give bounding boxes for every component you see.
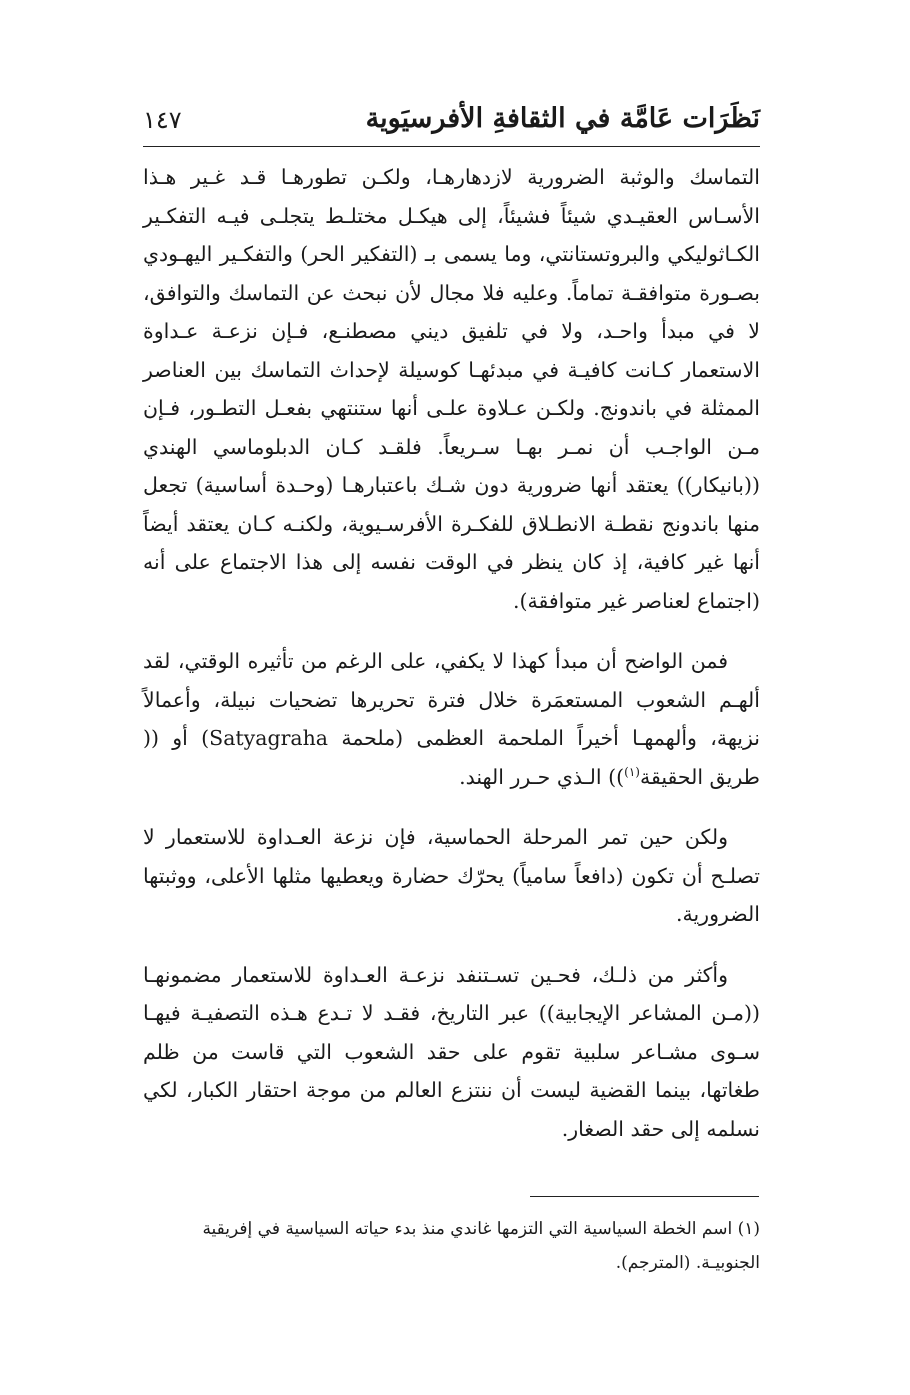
paragraph-4: وأكثر من ذلـك، فحـين تسـتنفد نزعـة العـداوة للاستعمار مضمونهـا ((مـن المشاعر الإيجابية)) عبر التاريخ، فقـد لا تـدع هـذه التصفيـة فيهـا سـوى مشـاعر سلبية تقوم على حقد الشعوب التي قاست من ظلم طغاتها، بينما القضية ليست أن ننتزع العالم من موجة احتقار الكبار، لكي نسلمه إلى حقد الصغار. <box>143 962 760 1141</box>
paragraph-2-text-before: فمن الواضح أن مبدأ كهذا لا يكفي، على الرغم من تأثيره الوقتي، لقد ألهـم الشعوب المستعمَرة خلال فترة تحريرها تضحيات نبيلة، وأعمالاً نزيهة، وألهمهـا أخيراً الملحمة العظمى (ملحمة Satyagraha) أو (( طريق الحقيقة <box>143 649 760 789</box>
footnote: (١) اسم الخطة السياسية التي التزمها غاندي منذ بدء حياته السياسية في إفريقية الجنوبيـة. (المترجم). <box>202 1219 760 1273</box>
footnote-marker: (١) <box>624 764 640 779</box>
page-number: ١٤٧ <box>143 106 182 134</box>
body-text <box>143 158 760 1148</box>
paragraph-1: التماسك والوثبة الضرورية لازدهارهـا، ولكـن تطورهـا قـد غـير هـذا الأسـاس العقيـدي شيئاً فشيئاً، إلى هيكـل مختلـط يتجلـى فيـه التفكـير الكـاثوليكي والبروتستانتي، وما يسمى بـ (التفكير الحر) والتفكـير اليهـودي بصـورة متوافقـة تماماً. وعليه فلا مجال لأن نبحث عن التماسك والتوافق، لا في مبدأ واحـد، ولا في تلفيق ديني مصطنـع، فـإن نزعـة عـداوة الاستعمار كـانت كافيـة في مبدئهـا كوسيلة لإحداث التماسك بين العناصر الممثلة في باندونج. ولكـن عـلاوة علـى أنها ستنتهي بفعـل التطـور، فـإن مـن الواجـب أن نمـر بهـا سـريعاً. فلقـد كـان الدبلوماسي الهندي ((بانيكار)) يعتقد أنها ضرورية دون شـك باعتبارهـا (وحـدة أساسية) تجعل منها باندونج نقطـة الانطـلاق للفكـرة الأفرسـيوية، ولكنـه كـان يعتقد أيضاً أنها غير كافية، إذ كان ينظر في الوقت نفسه إلى هذا الاجتماع على أنه (اجتماع لعناصر غير متوافقة). <box>143 165 760 613</box>
header-rule <box>143 146 760 147</box>
running-title: نَظَرَات عَامَّة في الثقافةِ الأفرسيَوية <box>365 103 760 134</box>
paragraph-2 <box>143 642 760 796</box>
footnote-rule <box>530 1196 759 1197</box>
running-header <box>143 88 760 140</box>
paragraph-2-text-after: )) الـذي حـرر الهند. <box>459 764 625 789</box>
paragraph-3: ولكن حين تمر المرحلة الحماسية، فإن نزعة العـداوة للاستعمار لا تصلـح أن تكون (دافعاً سامياً) يحرّك حضارة ويعطيها مثلها الأعلى، ووثبتها الضرورية. <box>143 825 760 926</box>
